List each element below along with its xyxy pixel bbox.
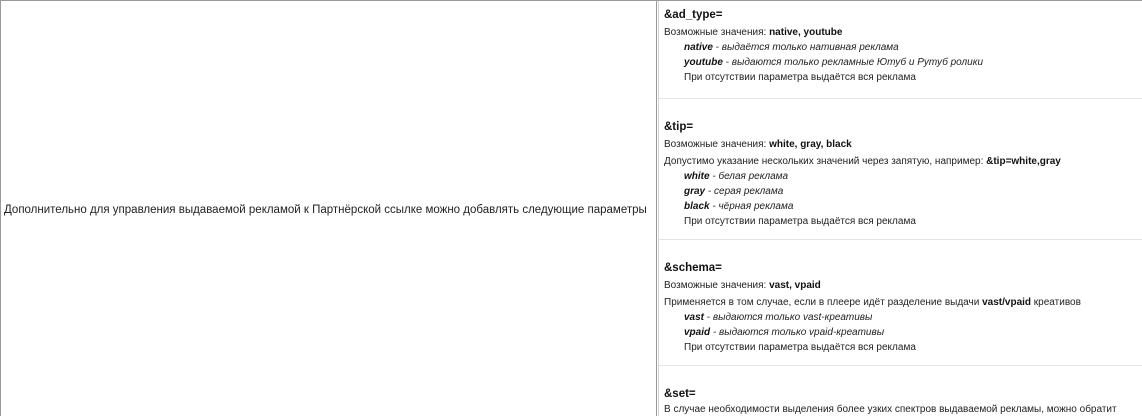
param-tip <box>659 115 1142 240</box>
param-title: &schema= <box>664 262 722 274</box>
possible-values: Возможные значения: vast, vpaid <box>664 280 821 291</box>
set-description: В случае необходимости выделения более узких спектров выдаваемой рекламы, можно обратит <box>664 404 1117 415</box>
param-title: &set= <box>664 388 696 400</box>
description-cell <box>1 1 657 416</box>
multiple-values-note: Допустимо указание нескольких значений через запятую, например: &tip=white,gray <box>664 156 1061 167</box>
possible-values: Возможные значения: white, gray, black <box>664 139 852 150</box>
option-vpaid: vpaid - выдаются только vpaid-креативы <box>684 327 885 338</box>
option-youtube: youtube - выдаются только рекламные Ютуб и Рутуб ролики <box>684 57 984 68</box>
option-native: native - выдаётся только нативная реклама <box>684 42 899 53</box>
param-title: &ad_type= <box>664 9 723 21</box>
default-note: При отсутствии параметра выдаётся вся реклама <box>684 342 916 353</box>
possible-values: Возможные значения: native, youtube <box>664 27 843 38</box>
option-vast: vast - выдаются только vast-креативы <box>684 312 873 323</box>
default-note: При отсутствии параметра выдаётся вся реклама <box>684 216 916 227</box>
option-white: white - белая реклама <box>684 171 789 182</box>
option-gray: gray - серая реклама <box>684 186 784 197</box>
option-black: black - чёрная реклама <box>684 201 794 212</box>
param-schema <box>659 256 1142 366</box>
parameters-cell <box>658 1 1142 416</box>
param-ad-type <box>659 3 1142 99</box>
param-set <box>659 382 1142 416</box>
default-note: При отсутствии параметра выдаётся вся реклама <box>684 72 916 83</box>
description-text: Дополнительно для управления выдаваемой рекламой к Партнёрской ссылке можно добавлять следующие параметры <box>4 204 647 216</box>
param-title: &tip= <box>664 121 694 133</box>
schema-note: Применяется в том случае, если в плеере идёт разделение выдачи vast/vpaid креативов <box>664 297 1081 308</box>
